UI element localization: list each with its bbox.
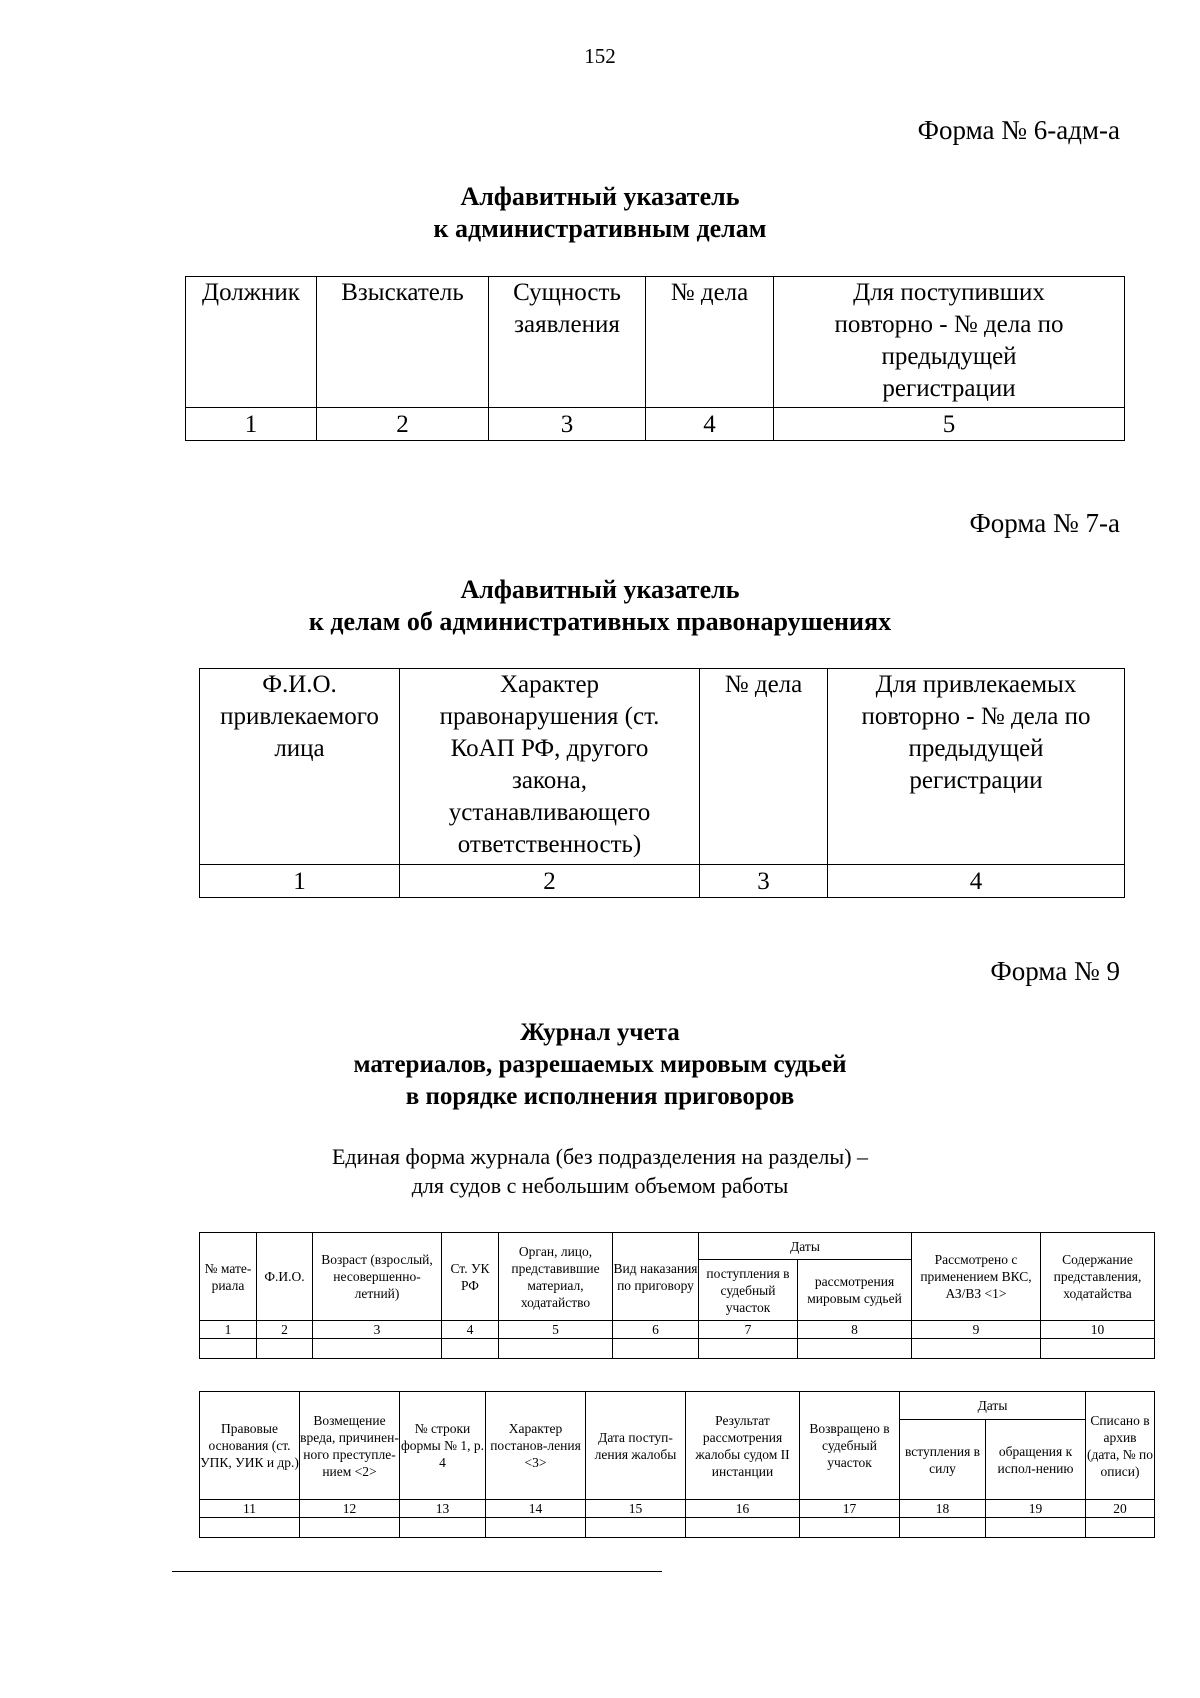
- col-number: 7: [699, 1321, 798, 1339]
- empty-row: [200, 1518, 1155, 1538]
- header-case-number: № дела: [646, 277, 774, 408]
- col-number: 14: [486, 1500, 586, 1518]
- header-organ: Орган, лицо, представившие материал, ходатайство: [499, 1233, 613, 1321]
- col-number: 5: [499, 1321, 613, 1339]
- col-number: 13: [400, 1500, 486, 1518]
- header-person-name: Ф.И.О. привлекаемого лица: [200, 669, 400, 865]
- form-9-title-line1: Журнал учета: [520, 1019, 680, 1046]
- form-7-table: [199, 668, 1125, 898]
- form-9-title-line3: в порядке исполнения приговоров: [405, 1083, 795, 1110]
- header-received-date: поступления в судебный участок: [699, 1260, 798, 1321]
- header-repeat: Для привлекаемых повторно - № дела по предыдущей регистрации: [828, 669, 1125, 865]
- col-number: 12: [300, 1500, 400, 1518]
- col-number: 1: [200, 865, 400, 898]
- header-age: Возраст (взрослый, несовершенно-летний): [313, 1233, 442, 1321]
- header-vks: Рассмотрено с применением ВКС, АЗ/ВЗ <1>: [912, 1233, 1041, 1321]
- form-9-subtitle-line1: Единая форма журнала (без подразделения на разделы) –: [331, 1144, 869, 1169]
- col-number: 19: [986, 1500, 1086, 1518]
- header-repeat: Для поступивших повторно - № дела по предыдущей регистрации: [774, 277, 1125, 408]
- col-number: 18: [900, 1500, 986, 1518]
- col-number: 1: [200, 1321, 257, 1339]
- header-material-number: № мате-риала: [200, 1233, 257, 1321]
- form-6-title-line1: Алфавитный указатель: [460, 182, 740, 211]
- col-number: 20: [1086, 1500, 1155, 1518]
- header-result: Результат рассмотрения жалобы судом II инстанции: [686, 1392, 800, 1500]
- form-6-table: [185, 276, 1125, 441]
- header-punishment: Вид наказания по приговору: [613, 1233, 699, 1321]
- col-number: 6: [613, 1321, 699, 1339]
- header-legal-basis: Правовые основания (ст. УПК, УИК и др.): [200, 1392, 300, 1500]
- header-effect-date: вступления в силу: [900, 1420, 986, 1500]
- header-execution-date: обращения к испол-нению: [986, 1420, 1086, 1500]
- col-number: 2: [400, 865, 700, 898]
- header-archive: Списано в архив (дата, № по описи): [1086, 1392, 1155, 1500]
- col-number: 3: [313, 1321, 442, 1339]
- header-article: Ст. УК РФ: [442, 1233, 499, 1321]
- col-number: 4: [646, 408, 774, 441]
- col-number: 2: [317, 408, 489, 441]
- col-number: 15: [586, 1500, 686, 1518]
- form-9-subtitle-line2: для судов с небольшим объемом работы: [411, 1173, 789, 1198]
- form-6-label: Форма № 6-адм-а: [917, 115, 1120, 145]
- header-debtor: Должник: [186, 277, 317, 408]
- col-number: 9: [912, 1321, 1041, 1339]
- form-6-title-line2: к административным делам: [433, 214, 767, 243]
- col-number: 3: [700, 865, 828, 898]
- header-offense-nature: Характер правонарушения (ст. КоАП РФ, другого закона, устанавливающего ответственность): [400, 669, 700, 865]
- header-considered-date: рассмотрения мировым судьей: [798, 1260, 912, 1321]
- col-number: 1: [186, 408, 317, 441]
- header-dates: Даты: [699, 1233, 912, 1260]
- header-content: Содержание представления, ходатайства: [1041, 1233, 1155, 1321]
- header-claimant: Взыскатель: [317, 277, 489, 408]
- page-number: 152: [584, 44, 616, 68]
- col-number: 16: [686, 1500, 800, 1518]
- empty-row: [200, 1339, 1155, 1359]
- col-number: 11: [200, 1500, 300, 1518]
- col-number: 3: [489, 408, 646, 441]
- col-number: 2: [257, 1321, 313, 1339]
- col-number: 17: [800, 1500, 900, 1518]
- header-row-number: № строки формы № 1, р. 4: [400, 1392, 486, 1500]
- form-9-table-b: [199, 1391, 1155, 1538]
- col-number: 10: [1041, 1321, 1155, 1339]
- header-decision: Характер постанов-ления <3>: [486, 1392, 586, 1500]
- form-9-table-a: [199, 1232, 1155, 1359]
- col-number: 5: [774, 408, 1125, 441]
- header-case-number: № дела: [700, 669, 828, 865]
- header-damage: Возмещение вреда, причинен-ного преступле-нием <2>: [300, 1392, 400, 1500]
- header-returned: Возвращено в судебный участок: [800, 1392, 900, 1500]
- footnote-separator: [172, 1571, 662, 1572]
- form-7-label: Форма № 7-а: [969, 508, 1120, 538]
- form-7-title-line1: Алфавитный указатель: [460, 575, 740, 604]
- form-9-label: Форма № 9: [990, 956, 1120, 986]
- col-number: 8: [798, 1321, 912, 1339]
- header-fio: Ф.И.О.: [257, 1233, 313, 1321]
- form-9-title-line2: материалов, разрешаемых мировым судьей: [353, 1051, 847, 1078]
- form-7-title-line2: к делам об административных правонарушениях: [308, 607, 892, 636]
- col-number: 4: [828, 865, 1125, 898]
- header-dates: Даты: [900, 1392, 1086, 1420]
- col-number: 4: [442, 1321, 499, 1339]
- header-essence: Сущность заявления: [489, 277, 646, 408]
- header-complaint-date: Дата поступ-ления жалобы: [586, 1392, 686, 1500]
